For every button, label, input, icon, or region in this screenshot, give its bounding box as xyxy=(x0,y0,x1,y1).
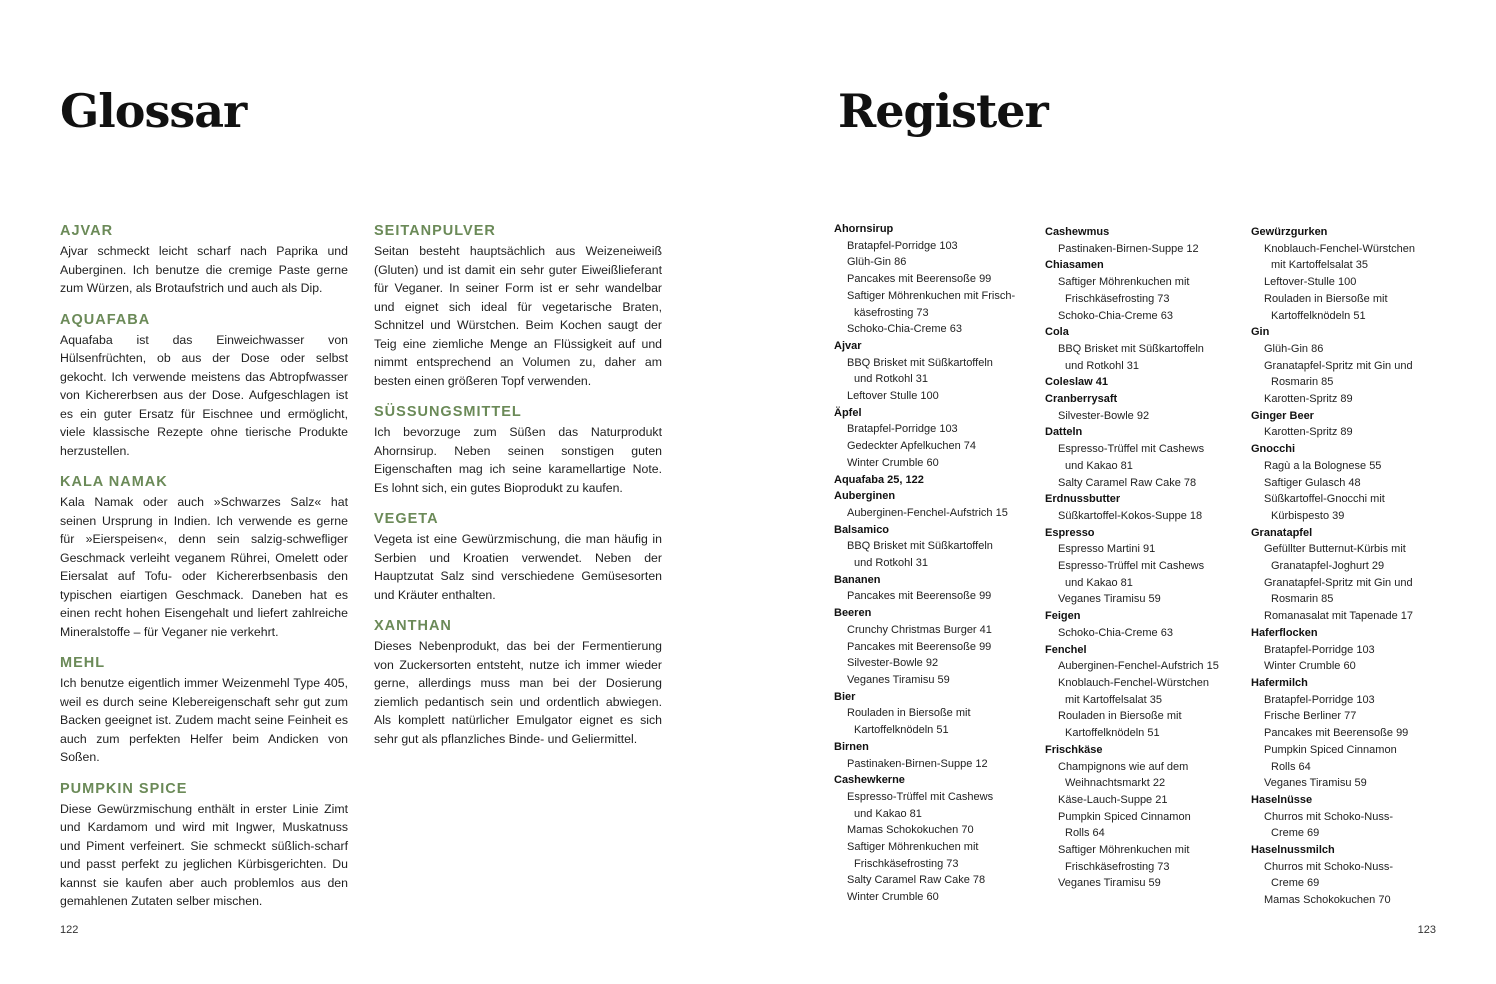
glossary-definition: Dieses Nebenprodukt, das bei der Fermentierung von Zuckersorten entsteht, nutze ich immer wieder gerne, allerdings muss man bei der Dosierung ziemlich pedantisch sein und ordentlich abwiegen. Als komplett natürlicher Emulgator eignet es sich sehr gut als pflanzliches Binde- und Geliermittel. xyxy=(374,639,662,746)
register-recipe xyxy=(834,756,1034,773)
register-recipe-line: Kartoffelknödeln 51 xyxy=(1065,727,1160,740)
register-recipe-line: Espresso-Trüffel mit Cashews xyxy=(847,790,994,803)
register-keyword: Erdnussbutter xyxy=(1045,493,1121,506)
glossary-definition: Ich bevorzuge zum Süßen das Naturprodukt Ahornsirup. Neben seinen sonstigen guten Eigenschaften mag ich seine karamellartige Note. Es lohnt sich, ein gutes Bioprodukt zu kaufen. xyxy=(374,425,662,495)
register-recipe xyxy=(834,238,1034,255)
register-recipe-line: Rouladen in Biersoße mit xyxy=(847,707,971,720)
register-recipe-line: Champignons wie auf dem xyxy=(1058,760,1189,773)
register-recipe-line: Käse-Lauch-Suppe 21 xyxy=(1058,793,1168,806)
register-keyword: Haferflocken xyxy=(1251,626,1318,639)
register-recipe-line: Kürbispesto 39 xyxy=(1271,509,1345,522)
register-recipe-line: Karotten-Spritz 89 xyxy=(1264,393,1353,406)
register-recipe-line: Salty Caramel Raw Cake 78 xyxy=(1058,476,1197,489)
register-recipe xyxy=(1251,658,1451,675)
register-recipe-line: Pastinaken-Birnen-Suppe 12 xyxy=(1058,242,1199,255)
glossary-term: VEGETA xyxy=(374,511,439,527)
glossary-definition: Ich benutze eigentlich immer Weizenmehl Type 405, weil es durch seine Klebereigenschaft sehr gut zum Backen geeignet ist. Zudem macht seine Feinheit es auch zum perfekten Helfer beim Andicken von Soßen. xyxy=(60,676,348,764)
register-recipe-line: mit Kartoffelsalat 35 xyxy=(1271,259,1369,272)
register-recipe-line: mit Kartoffelsalat 35 xyxy=(1065,693,1163,706)
glossary-title: Glossar xyxy=(60,84,247,138)
register-recipe-line: Pumpkin Spiced Cinnamon xyxy=(1058,810,1191,823)
register-recipe xyxy=(834,889,1034,906)
register-recipe-line: Silvester-Bowle 92 xyxy=(1058,409,1150,422)
register-recipe xyxy=(1045,441,1245,474)
register-recipe-line: Crunchy Christmas Burger 41 xyxy=(847,623,992,636)
register-keyword: Cashewkerne xyxy=(834,774,905,787)
register-recipe xyxy=(834,438,1034,455)
register-keyword: Balsamico xyxy=(834,523,890,536)
glossary-definition: Ajvar schmeckt leicht scharf nach Paprika und Auberginen. Ich benutze die cremige Paste gerne zum Würzen, als Brotaufstrich und auch als Dip. xyxy=(60,244,348,295)
register-recipe xyxy=(1251,809,1451,842)
register-recipe xyxy=(834,622,1034,639)
glossary-term: SEITANPULVER xyxy=(374,223,496,239)
register-recipe xyxy=(1045,308,1245,325)
register-recipe-line: Saftiger Gulasch 48 xyxy=(1264,476,1361,489)
register-recipe-line: Auberginen-Fenchel-Aufstrich 15 xyxy=(1058,660,1219,673)
register-recipe xyxy=(1045,341,1245,374)
register-recipe xyxy=(834,655,1034,672)
register-recipe-line: Veganes Tiramisu 59 xyxy=(847,673,950,686)
register-recipe xyxy=(834,355,1034,388)
register-keyword: Datteln xyxy=(1045,426,1083,439)
register-recipe xyxy=(1045,759,1245,792)
register-keyword: Feigen xyxy=(1045,610,1081,623)
register-column-3 xyxy=(1251,224,1451,909)
glossary-entry xyxy=(374,403,662,497)
register-recipe xyxy=(1251,541,1451,574)
register-recipe-line: Frischkäsefrosting 73 xyxy=(854,857,959,870)
register-recipe xyxy=(1045,591,1245,608)
register-recipe-line: Knoblauch-Fenchel-Würstchen xyxy=(1058,676,1210,689)
register-recipe-line: Pancakes mit Beerensoße 99 xyxy=(1264,727,1409,740)
register-keyword: Hafermilch xyxy=(1251,676,1308,689)
register-recipe-line: BBQ Brisket mit Süßkartoffeln xyxy=(1058,342,1204,355)
register-recipe-line: Ragù a la Bolognese 55 xyxy=(1264,459,1382,472)
register-recipe-line: Granatapfel-Joghurt 29 xyxy=(1271,560,1385,573)
register-recipe-line: Winter Crumble 60 xyxy=(847,891,939,904)
register-recipe xyxy=(1251,642,1451,659)
register-recipe xyxy=(834,639,1034,656)
register-keyword: Äpfel xyxy=(834,406,862,419)
register-keyword: Cola xyxy=(1045,326,1069,339)
register-recipe-line: Espresso-Trüffel mit Cashews xyxy=(1058,443,1205,456)
register-recipe xyxy=(1251,491,1451,524)
glossary-definition: Vegeta ist eine Gewürzmischung, die man häufig in Serbien und Kroatien verwendet. Neben der Hauptzutat Salz sind verschiedene Gemüsesorten und Kräuter enthalten. xyxy=(374,532,662,602)
register-keyword: Chiasamen xyxy=(1045,259,1104,272)
register-recipe xyxy=(834,321,1034,338)
register-keyword: Fenchel xyxy=(1045,643,1087,656)
register-recipe xyxy=(1251,475,1451,492)
register-recipe xyxy=(1251,458,1451,475)
register-recipe xyxy=(1251,241,1451,274)
register-recipe xyxy=(834,672,1034,689)
register-recipe-line: Pancakes mit Beerensoße 99 xyxy=(847,273,992,286)
register-recipe-line: Churros mit Schoko-Nuss- xyxy=(1264,810,1393,823)
register-recipe-line: Rolls 64 xyxy=(1065,827,1105,840)
register-recipe xyxy=(1045,708,1245,741)
register-recipe-line: Bratapfel-Porridge 103 xyxy=(847,423,958,436)
register-recipe-line: Glüh-Gin 86 xyxy=(847,256,907,269)
register-recipe xyxy=(1251,274,1451,291)
register-recipe-line: Gedeckter Apfelkuchen 74 xyxy=(847,440,977,453)
glossary-term: MEHL xyxy=(60,655,106,671)
register-recipe xyxy=(1251,859,1451,892)
register-recipe xyxy=(1045,408,1245,425)
register-recipe xyxy=(1251,608,1451,625)
register-keyword: Gnocchi xyxy=(1251,443,1296,456)
register-recipe xyxy=(1251,341,1451,358)
register-keyword: Cashewmus xyxy=(1045,226,1110,238)
glossary-definition: Diese Gewürzmischung enthält in erster Linie Zimt und Kardamom und wird mit Ingwer, Muskatnuss und Piment verfeinert. Sie schmeckt süßlich-scharf und passt perfekt zu jeglichen Kürbisgerichten. Du kannst sie kaufen aber auch problemlos aus den gemahlenen Zutaten selber mischen. xyxy=(60,801,348,908)
glossary-entry xyxy=(374,617,662,748)
register-recipe-line: Saftiger Möhrenkuchen mit xyxy=(847,841,979,854)
register-recipe xyxy=(834,421,1034,438)
register-keyword: Granatapfel xyxy=(1251,526,1313,539)
register-recipe xyxy=(1251,391,1451,408)
register-recipe-line: Rolls 64 xyxy=(1271,760,1311,773)
register-recipe-line: Bratapfel-Porridge 103 xyxy=(847,239,958,252)
register-recipe xyxy=(1045,809,1245,842)
register-recipe xyxy=(834,822,1034,839)
glossary-entry xyxy=(374,222,662,390)
glossary-entry xyxy=(60,311,348,461)
page-number-right: 123 xyxy=(1417,924,1436,936)
register-recipe-line: Silvester-Bowle 92 xyxy=(847,657,939,670)
register-recipe-line: Winter Crumble 60 xyxy=(1264,660,1356,673)
glossary-definition: Seitan besteht hauptsächlich aus Weizeneiweiß (Gluten) und ist damit ein sehr guter Eiweißlieferant für Veganer. In seiner Form ist er sehr wandelbar und eignet sich ideal für vegetarische Braten, Schnitzel und Würstchen. Beim Kochen saugt der Teig eine ziemliche Menge an Flüssigkeit auf und nimmt entsprechend an Volumen zu, daher am besten einen größeren Topf verwenden. xyxy=(374,244,662,388)
register-title: Register xyxy=(838,84,1048,138)
register-recipe-line: Saftiger Möhrenkuchen mit Frisch- xyxy=(847,289,1016,302)
register-keyword: Coleslaw 41 xyxy=(1045,376,1108,389)
register-recipe xyxy=(834,271,1034,288)
register-recipe-line: Knoblauch-Fenchel-Würstchen xyxy=(1264,242,1416,255)
register-recipe xyxy=(1045,842,1245,875)
register-keyword: Ahornsirup xyxy=(834,223,894,235)
register-recipe xyxy=(834,388,1034,405)
register-recipe-line: und Rotkohl 31 xyxy=(854,557,928,570)
register-keyword: Haselnussmilch xyxy=(1251,844,1335,857)
register-recipe-line: Karotten-Spritz 89 xyxy=(1264,426,1353,439)
register-recipe xyxy=(1251,358,1451,391)
glossary-term: XANTHAN xyxy=(374,618,452,634)
register-recipe xyxy=(834,505,1034,522)
register-keyword: Frischkäse xyxy=(1045,743,1103,756)
register-recipe-line: Schoko-Chia-Creme 63 xyxy=(847,323,962,336)
register-keyword: Bananen xyxy=(834,573,881,586)
register-recipe-line: Churros mit Schoko-Nuss- xyxy=(1264,860,1393,873)
register-recipe-line: Kartoffelknödeln 51 xyxy=(854,724,949,737)
register-keyword: Gewürzgurken xyxy=(1251,226,1328,238)
register-recipe xyxy=(834,254,1034,271)
register-recipe-line: Espresso Martini 91 xyxy=(1058,543,1156,556)
register-recipe-line: Schoko-Chia-Creme 63 xyxy=(1058,309,1173,322)
register-recipe-line: Süßkartoffel-Gnocchi mit xyxy=(1264,493,1385,506)
glossary-term: AQUAFABA xyxy=(60,311,151,328)
register-recipe xyxy=(1251,725,1451,742)
register-recipe-line: Saftiger Möhrenkuchen mit xyxy=(1058,844,1190,857)
register-recipe xyxy=(1045,558,1245,591)
register-recipe xyxy=(1251,892,1451,909)
register-recipe xyxy=(1251,775,1451,792)
register-recipe xyxy=(1045,541,1245,558)
register-recipe-line: Granatapfel-Spritz mit Gin und xyxy=(1264,576,1413,589)
register-recipe xyxy=(834,455,1034,472)
register-recipe xyxy=(1045,475,1245,492)
register-recipe-line: Frischkäsefrosting 73 xyxy=(1065,292,1170,305)
register-recipe-line: und Kakao 81 xyxy=(1065,459,1133,472)
register-recipe-line: und Rotkohl 31 xyxy=(854,373,928,386)
glossary-entry xyxy=(60,222,348,298)
register-recipe xyxy=(1045,508,1245,525)
register-keyword: Ajvar xyxy=(834,339,862,352)
register-recipe-line: Veganes Tiramisu 59 xyxy=(1058,593,1161,606)
register-recipe-line: Bratapfel-Porridge 103 xyxy=(1264,693,1375,706)
register-recipe-line: Weihnachtsmarkt 22 xyxy=(1065,777,1166,790)
register-recipe xyxy=(1251,708,1451,725)
register-recipe xyxy=(1045,792,1245,809)
register-recipe xyxy=(1045,241,1245,258)
register-recipe-line: Creme 69 xyxy=(1271,827,1320,840)
register-keyword: Cranberrysaft xyxy=(1045,393,1118,406)
glossary-entry xyxy=(374,510,662,604)
register-recipe-line: Leftover Stulle 100 xyxy=(847,390,939,403)
register-recipe-line: Creme 69 xyxy=(1271,877,1320,890)
register-recipe xyxy=(834,705,1034,738)
register-recipe xyxy=(1045,875,1245,892)
register-recipe-line: Granatapfel-Spritz mit Gin und xyxy=(1264,359,1413,372)
register-recipe-line: und Rotkohl 31 xyxy=(1065,359,1139,372)
register-recipe-line: Espresso-Trüffel mit Cashews xyxy=(1058,560,1205,573)
register-keyword: Aquafaba 25, 122 xyxy=(834,473,924,486)
register-recipe xyxy=(834,839,1034,872)
register-recipe-line: Gefüllter Butternut-Kürbis mit xyxy=(1264,543,1406,556)
register-recipe-line: Pumpkin Spiced Cinnamon xyxy=(1264,743,1397,756)
register-recipe xyxy=(834,872,1034,889)
glossary-term: SÜSSUNGSMITTEL xyxy=(374,404,522,420)
register-keyword: Bier xyxy=(834,690,856,703)
register-keyword: Espresso xyxy=(1045,526,1095,539)
glossary-term: KALA NAMAK xyxy=(60,474,168,490)
register-recipe-line: Pancakes mit Beerensoße 99 xyxy=(847,640,992,653)
register-recipe-line: Salty Caramel Raw Cake 78 xyxy=(847,874,986,887)
register-recipe-line: Leftover-Stulle 100 xyxy=(1264,276,1357,289)
glossary-term: AJVAR xyxy=(60,223,114,239)
register-recipe-line: Süßkartoffel-Kokos-Suppe 18 xyxy=(1058,509,1203,522)
register-recipe xyxy=(1045,274,1245,307)
register-recipe-line: Rosmarin 85 xyxy=(1271,376,1334,389)
right-page xyxy=(748,0,1496,984)
glossary-column-2 xyxy=(374,222,662,761)
register-recipe xyxy=(1251,692,1451,709)
register-recipe-line: BBQ Brisket mit Süßkartoffeln xyxy=(847,356,993,369)
glossary-entry xyxy=(60,780,348,911)
register-recipe xyxy=(1045,625,1245,642)
register-keyword: Auberginen xyxy=(834,490,896,503)
register-keyword: Birnen xyxy=(834,740,869,753)
register-recipe-line: Bratapfel-Porridge 103 xyxy=(1264,643,1375,656)
register-recipe xyxy=(1251,742,1451,775)
register-recipe-line: Veganes Tiramisu 59 xyxy=(1058,877,1161,890)
register-recipe-line: Rosmarin 85 xyxy=(1271,593,1334,606)
glossary-entry xyxy=(60,654,348,767)
register-recipe-line: Schoko-Chia-Creme 63 xyxy=(1058,626,1173,639)
register-recipe xyxy=(1251,291,1451,324)
register-recipe-line: Frischkäsefrosting 73 xyxy=(1065,860,1170,873)
register-recipe-line: Rouladen in Biersoße mit xyxy=(1264,292,1388,305)
glossary-definition: Kala Namak oder auch »Schwarzes Salz« hat seinen Ursprung in Indien. Ich verwende es gerne für »Eierspeisen«, denn sein salzig-schwefliger Geschmack verleiht veganem Rührei, Omelett oder Eiersalat auf Tofu- oder Kichererbsenbasis den typischen eiartigen Geschmack. Daneben hat es einen recht hohen Eisengehalt und liefert zahlreiche Mineralstoffe – für Veganer nie verkehrt. xyxy=(60,495,348,639)
register-column-2 xyxy=(1045,224,1245,892)
register-keyword: Ginger Beer xyxy=(1251,409,1314,422)
register-recipe-line: Romanasalat mit Tapenade 17 xyxy=(1264,610,1414,623)
register-recipe xyxy=(834,288,1034,321)
page-number-left: 122 xyxy=(60,924,79,936)
glossary-term: PUMPKIN SPICE xyxy=(60,780,188,797)
register-recipe-line: Rouladen in Biersoße mit xyxy=(1058,710,1182,723)
register-recipe xyxy=(834,789,1034,822)
register-recipe-line: Frische Berliner 77 xyxy=(1264,710,1357,723)
register-keyword: Haselnüsse xyxy=(1251,793,1313,806)
register-recipe-line: käsefrosting 73 xyxy=(854,306,929,319)
register-recipe-line: Saftiger Möhrenkuchen mit xyxy=(1058,276,1190,289)
register-recipe xyxy=(1045,658,1245,675)
register-recipe-line: Mamas Schokokuchen 70 xyxy=(847,824,974,837)
register-column-1 xyxy=(834,221,1034,906)
register-recipe-line: Mamas Schokokuchen 70 xyxy=(1264,894,1391,907)
register-recipe-line: BBQ Brisket mit Süßkartoffeln xyxy=(847,540,993,553)
register-keyword: Gin xyxy=(1251,326,1270,339)
register-recipe xyxy=(834,538,1034,571)
register-recipe-line: Pastinaken-Birnen-Suppe 12 xyxy=(847,757,988,770)
register-recipe-line: Kartoffelknödeln 51 xyxy=(1271,309,1366,322)
glossary-entry xyxy=(60,473,348,641)
register-recipe xyxy=(1045,675,1245,708)
register-recipe-line: und Kakao 81 xyxy=(1065,576,1133,589)
register-recipe-line: und Kakao 81 xyxy=(854,807,922,820)
register-recipe-line: Glüh-Gin 86 xyxy=(1264,342,1324,355)
register-recipe xyxy=(834,588,1034,605)
register-recipe xyxy=(1251,575,1451,608)
register-recipe-line: Veganes Tiramisu 59 xyxy=(1264,777,1367,790)
register-recipe-line: Auberginen-Fenchel-Aufstrich 15 xyxy=(847,506,1008,519)
glossary-definition: Aquafaba ist das Einweichwasser von Hülsenfrüchten, ob aus der Dose oder selbst gekocht. Ich verwende meistens das Abtropfwasser von Kichererbsen aus der Dose. Aufgeschlagen ist es ein guter Ersatz für Eischnee und ermöglicht, viele klassische Rezepte ohne tierische Produkte herzustellen. xyxy=(60,332,348,458)
register-recipe-line: Winter Crumble 60 xyxy=(847,456,939,469)
glossary-column-1 xyxy=(60,222,348,924)
register-keyword: Beeren xyxy=(834,607,872,620)
register-recipe xyxy=(1251,424,1451,441)
register-recipe-line: Pancakes mit Beerensoße 99 xyxy=(847,590,992,603)
